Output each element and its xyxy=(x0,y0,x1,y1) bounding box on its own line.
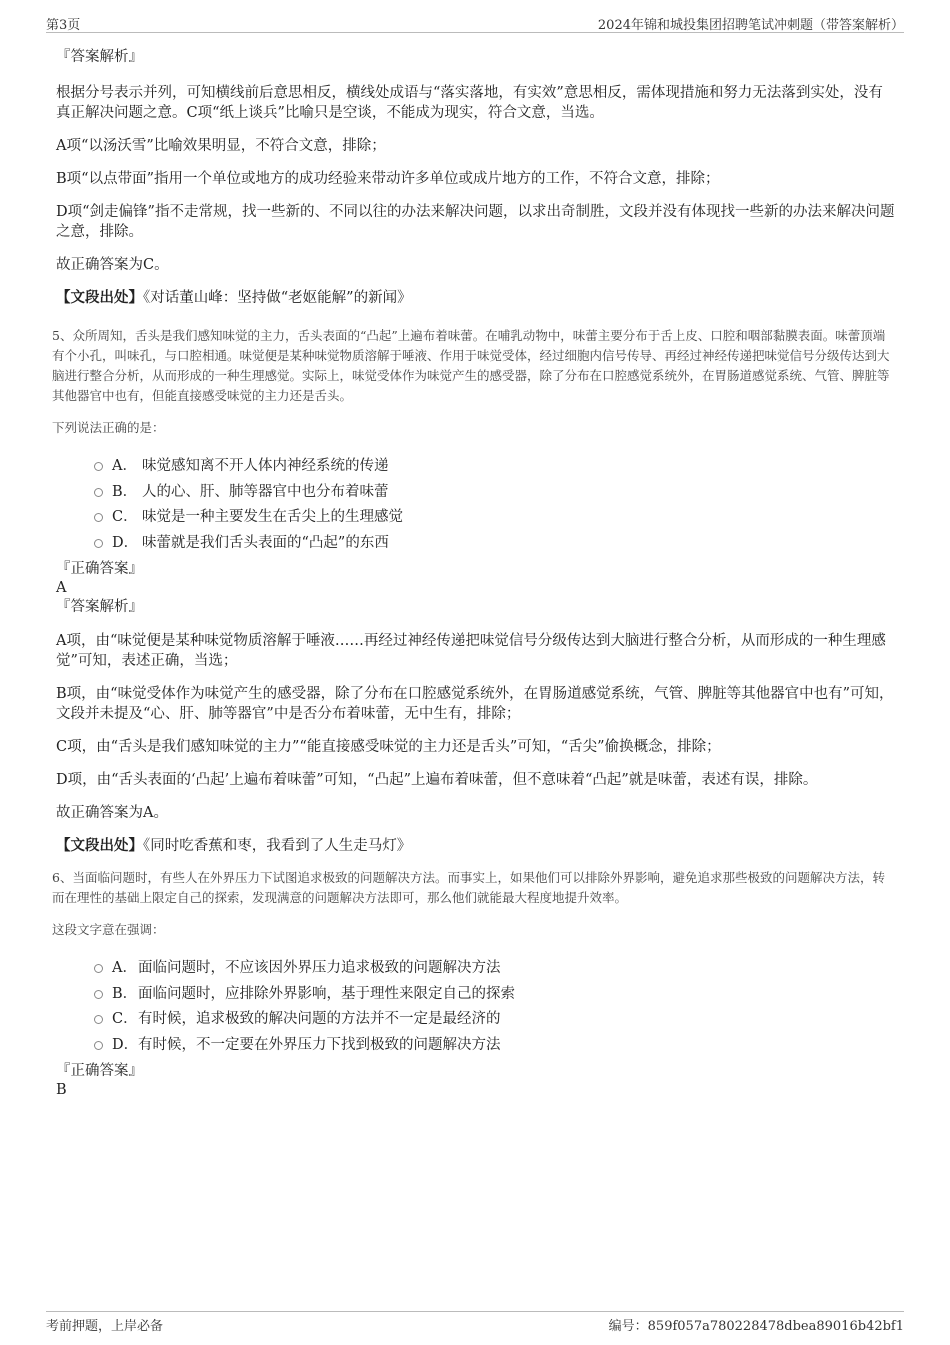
footer-slogan: 考前押题，上岸必备 xyxy=(46,1319,164,1334)
analysis-option-b: B项，由“味觉受体作为味觉产生的感受器，除了分布在口腔感觉系统外，在胃肠道感觉系统，气管、脾脏等其他器官中也有”可知，文段并未提及“心、肝、肺等器官”中是否分布着味蕾，无中生有，排除； xyxy=(56,686,894,722)
analysis-option-d: D项，由“舌头表面的‘凸起’上遍布着味蕾”可知，“凸起”上遍布着味蕾，但不意味着“凸起”就是味蕾，表述有误，排除。 xyxy=(56,772,818,788)
page-footer xyxy=(46,1311,904,1334)
analysis-option-b: B项“以点带面”指用一个单位或地方的成功经验来带动许多单位或成片地方的工作，不符合文意，排除； xyxy=(56,171,720,187)
radio-icon[interactable] xyxy=(94,539,103,548)
radio-icon[interactable] xyxy=(94,964,103,973)
answer-value: A xyxy=(56,580,67,596)
source-text: 《同时吃香蕉和枣，我看到了人生走马灯》 xyxy=(143,838,412,854)
answer-label: 『正确答案』 xyxy=(56,1063,143,1079)
question-6-options xyxy=(56,954,896,1056)
conclusion: 故正确答案为A。 xyxy=(56,805,168,821)
document-title: 2024年锦和城投集团招聘笔试冲刺题（带答案解析） xyxy=(597,18,904,33)
option-d[interactable]: D． 味蕾就是我们舌头表面的“凸起”的东西 xyxy=(94,529,896,555)
radio-icon[interactable] xyxy=(94,1041,103,1050)
source xyxy=(56,836,896,856)
answer-label: 『正确答案』 xyxy=(56,561,143,577)
analysis-option-a: A项“以汤沃雪”比喻效果明显，不符合文意，排除； xyxy=(56,138,386,154)
question-6-prompt: 这段文字意在强调： xyxy=(52,922,165,937)
option-d[interactable]: D． 有时候，不一定要在外界压力下找到极致的问题解决方法 xyxy=(94,1031,896,1057)
question-5-options xyxy=(56,452,896,554)
option-c[interactable]: C． 有时候，追求极致的解决问题的方法并不一定是最经济的 xyxy=(94,1005,896,1031)
source-label: 【文段出处】 xyxy=(56,837,143,854)
question-5-text: 5、众所周知，舌头是我们感知味觉的主力，舌头表面的“凸起”上遍布着味蕾。在哺乳动物中，味蕾主要分布于舌上皮、口腔和咽部黏膜表面。味蕾顶端有个小孔，叫味孔，与口腔相通。味觉便是某种味觉物质溶解于唾液、作用于味觉受体，经过细胞内信号传导、再经过神经传递把味觉信号分级传达到大脑进行整合分析，从而形成的一种生理感觉。实际上，味觉受体作为味觉产生的感受器，除了分布在口腔感觉系统外，在胃肠道感觉系统、气管、脾脏等其他器官中也有，但能直接感受味觉的主力还是舌头。 xyxy=(52,328,890,403)
radio-icon[interactable] xyxy=(94,1015,103,1024)
conclusion: 故正确答案为C。 xyxy=(56,257,169,273)
analysis-option-a: A项，由“味觉便是某种味觉物质溶解于唾液……再经过神经传递把味觉信号分级传达到大脑进行整合分析，从而形成的一种生理感觉”可知，表述正确，当选； xyxy=(56,633,886,669)
document-code: 编号：859f057a780228478dbea89016b42bf1 xyxy=(608,1319,904,1334)
radio-icon[interactable] xyxy=(94,462,103,471)
document-body xyxy=(52,44,896,1100)
option-b[interactable]: B． 人的心、肝、肺等器官中也分布着味蕾 xyxy=(94,478,896,504)
radio-icon[interactable] xyxy=(94,990,103,999)
question-5-prompt: 下列说法正确的是： xyxy=(52,420,165,435)
option-a[interactable]: A． 面临问题时，不应该因外界压力追求极致的问题解决方法 xyxy=(94,954,896,980)
answer-value: B xyxy=(56,1082,67,1098)
source-text: 《对话董山峰：坚持做“老妪能解”的新闻》 xyxy=(143,290,412,306)
analysis-paragraph: 根据分号表示并列，可知横线前后意思相反，横线处成语与“落实落地，有实效”意思相反，需体现措施和努力无法落到实处，没有真正解决问题之意。C项“纸上谈兵”比喻只是空谈，不能成为现实，符合文意，当选。 xyxy=(56,85,883,121)
radio-icon[interactable] xyxy=(94,513,103,522)
page-header xyxy=(46,12,904,33)
source-label: 【文段出处】 xyxy=(56,289,143,306)
option-c[interactable]: C． 味觉是一种主要发生在舌尖上的生理感觉 xyxy=(94,503,896,529)
page-number: 第3页 xyxy=(46,18,81,33)
analysis-label: 『答案解析』 xyxy=(56,599,143,615)
analysis-option-d: D项“剑走偏锋”指不走常规，找一些新的、不同以往的办法来解决问题，以求出奇制胜，文段并没有体现找一些新的办法来解决问题之意，排除。 xyxy=(56,204,895,240)
option-b[interactable]: B． 面临问题时，应排除外界影响，基于理性来限定自己的探索 xyxy=(94,980,896,1006)
analysis-label: 『答案解析』 xyxy=(56,49,143,65)
radio-icon[interactable] xyxy=(94,488,103,497)
option-a[interactable]: A． 味觉感知离不开人体内神经系统的传递 xyxy=(94,452,896,478)
question-6-text: 6、当面临问题时，有些人在外界压力下试图追求极致的问题解决方法。而事实上，如果他们可以排除外界影响，避免追求那些极致的问题解决方法，转而在理性的基础上限定自己的探索，发现满意的问题解决方法即可，那么他们就能最大程度地提升效率。 xyxy=(52,870,885,905)
source xyxy=(56,288,896,308)
analysis-option-c: C项，由“舌头是我们感知味觉的主力”“能直接感受味觉的主力还是舌头”可知，“舌尖”偷换概念，排除； xyxy=(56,739,721,755)
